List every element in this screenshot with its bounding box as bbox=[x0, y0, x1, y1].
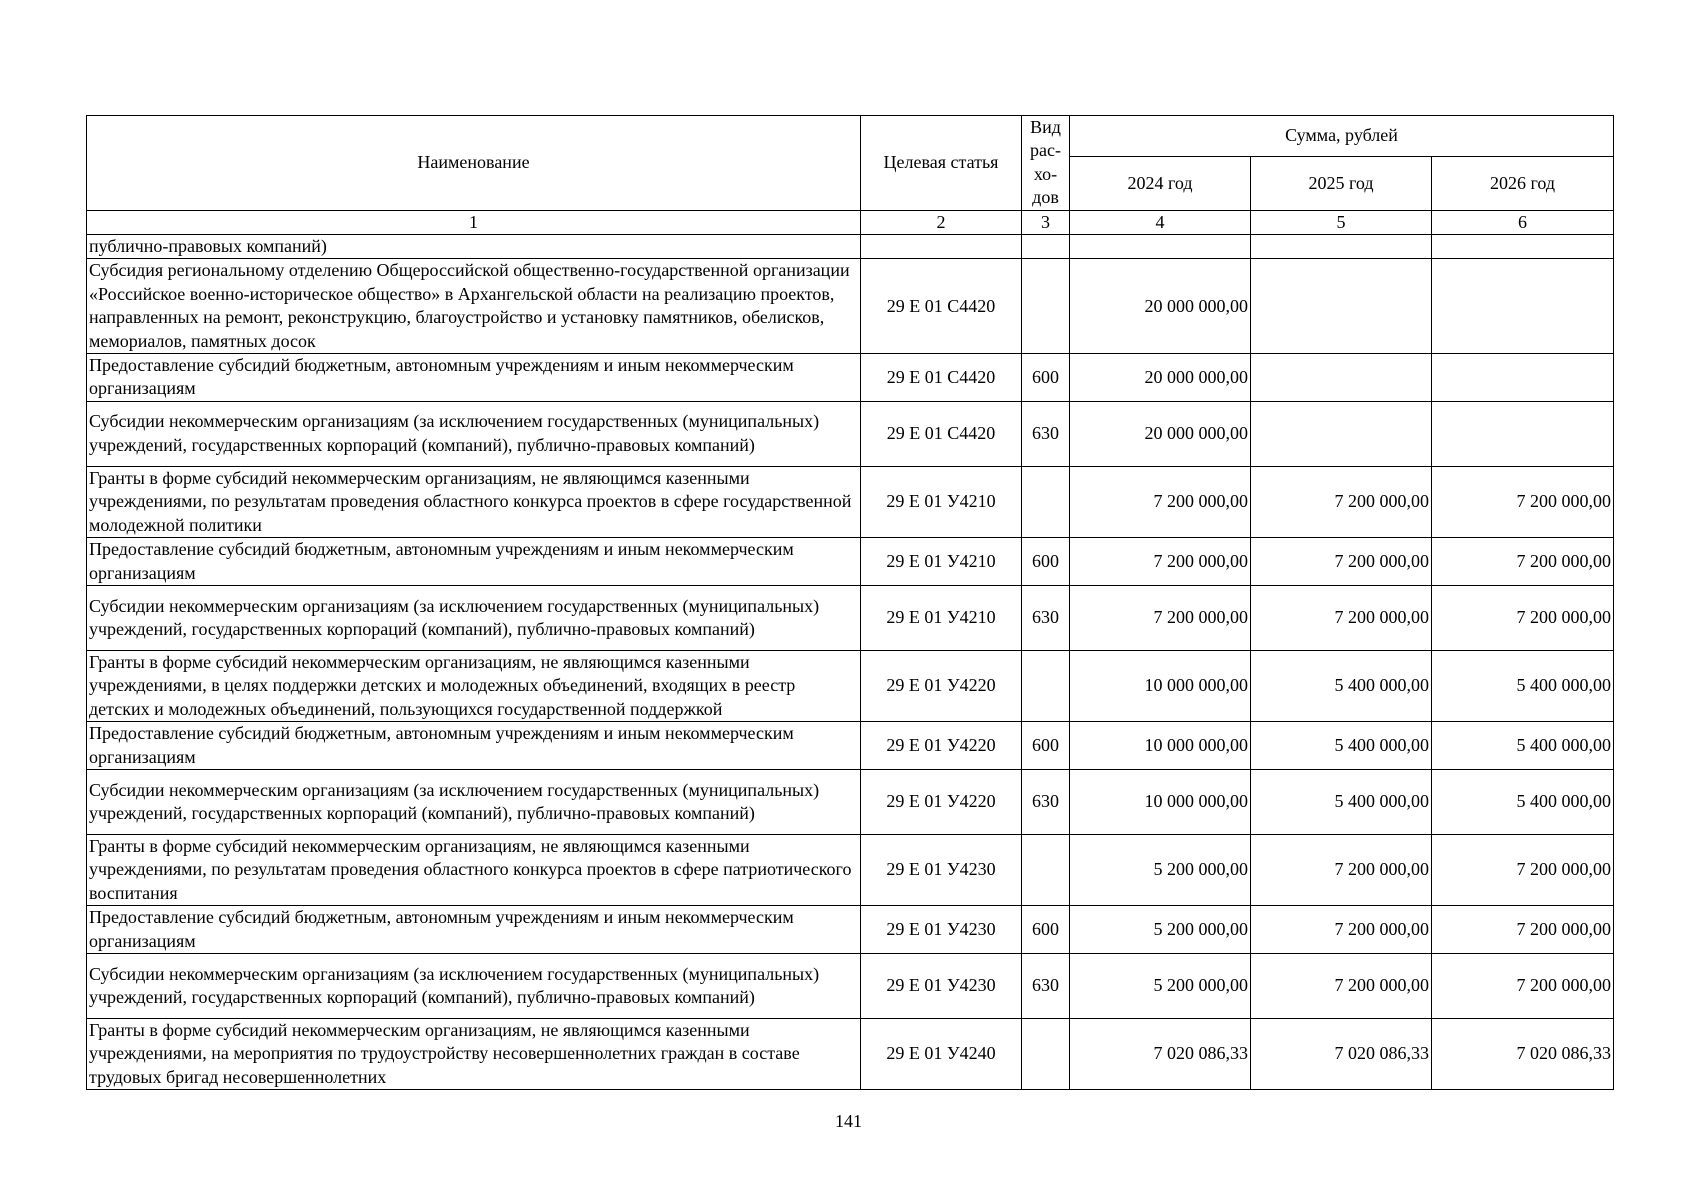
table-row bbox=[87, 585, 1614, 650]
row-expense-kind: 600 bbox=[1022, 538, 1070, 586]
row-expense-kind bbox=[1022, 834, 1070, 905]
row-amount-2024: 20 000 000,00 bbox=[1070, 401, 1251, 466]
row-target-code bbox=[861, 235, 1022, 259]
row-amount-2025: 7 200 000,00 bbox=[1251, 538, 1432, 586]
row-target-code: 29 Е 01 У4210 bbox=[861, 466, 1022, 537]
row-target-code: 29 Е 01 С4420 bbox=[861, 401, 1022, 466]
row-amount-2026 bbox=[1432, 259, 1614, 354]
row-expense-kind: 630 bbox=[1022, 769, 1070, 834]
row-target-code: 29 Е 01 У4230 bbox=[861, 953, 1022, 1018]
row-name: Гранты в форме субсидий некоммерческим организациям, не являющимся казенными учреждениями, по результатам проведения областного конкурса проектов в сфере государственной молодежной политики bbox=[87, 466, 861, 537]
row-expense-kind: 630 bbox=[1022, 953, 1070, 1018]
row-amount-2026: 7 200 000,00 bbox=[1432, 585, 1614, 650]
row-name: публично-правовых компаний) bbox=[87, 235, 861, 259]
table-row bbox=[87, 834, 1614, 905]
row-name: Субсидии некоммерческим организациям (за исключением государственных (муниципальных) учреждений, государственных корпораций (компаний), публично-правовых компаний) bbox=[87, 769, 861, 834]
header-year-2026: 2026 год bbox=[1432, 157, 1614, 210]
row-name: Субсидия региональному отделению Общероссийской общественно-государственной организации «Российское военно-историческое общество» в Архангельской области на реализацию проектов, направленных на ремонт, реконструкцию, благоустройство и установку памятников, обелисков, мемориалов, памятных досок bbox=[87, 259, 861, 354]
row-amount-2026: 7 200 000,00 bbox=[1432, 834, 1614, 905]
row-amount-2026: 7 020 086,33 bbox=[1432, 1018, 1614, 1089]
row-target-code: 29 Е 01 У4230 bbox=[861, 906, 1022, 954]
row-amount-2024 bbox=[1070, 235, 1251, 259]
row-expense-kind: 630 bbox=[1022, 401, 1070, 466]
header-kind: Вид рас-хо-дов bbox=[1022, 116, 1070, 211]
row-name: Предоставление субсидий бюджетным, автономным учреждениям и иным некоммерческим организациям bbox=[87, 906, 861, 954]
row-expense-kind: 600 bbox=[1022, 722, 1070, 770]
row-name: Гранты в форме субсидий некоммерческим организациям, не являющимся казенными учреждениями, по результатам проведения областного конкурса проектов в сфере патриотического воспитания bbox=[87, 834, 861, 905]
row-amount-2025 bbox=[1251, 354, 1432, 402]
row-name: Предоставление субсидий бюджетным, автономным учреждениям и иным некоммерческим организациям bbox=[87, 538, 861, 586]
row-target-code: 29 Е 01 У4210 bbox=[861, 585, 1022, 650]
row-amount-2025: 7 020 086,33 bbox=[1251, 1018, 1432, 1089]
row-name: Субсидии некоммерческим организациям (за исключением государственных (муниципальных) учреждений, государственных корпораций (компаний), публично-правовых компаний) bbox=[87, 585, 861, 650]
row-amount-2024: 7 200 000,00 bbox=[1070, 585, 1251, 650]
header-sum: Сумма, рублей bbox=[1070, 116, 1614, 157]
row-amount-2026: 5 400 000,00 bbox=[1432, 722, 1614, 770]
column-number: 4 bbox=[1070, 210, 1251, 234]
column-number: 1 bbox=[87, 210, 861, 234]
budget-table bbox=[86, 115, 1614, 1090]
row-amount-2024: 10 000 000,00 bbox=[1070, 650, 1251, 721]
row-amount-2026: 7 200 000,00 bbox=[1432, 953, 1614, 1018]
row-amount-2024: 7 200 000,00 bbox=[1070, 466, 1251, 537]
row-name: Субсидии некоммерческим организациям (за исключением государственных (муниципальных) учреждений, государственных корпораций (компаний), публично-правовых компаний) bbox=[87, 401, 861, 466]
row-name: Предоставление субсидий бюджетным, автономным учреждениям и иным некоммерческим организациям bbox=[87, 354, 861, 402]
table-row bbox=[87, 354, 1614, 402]
header-code: Целевая статья bbox=[861, 116, 1022, 211]
row-target-code: 29 Е 01 У4220 bbox=[861, 722, 1022, 770]
row-amount-2024: 10 000 000,00 bbox=[1070, 769, 1251, 834]
row-target-code: 29 Е 01 У4220 bbox=[861, 650, 1022, 721]
table-row bbox=[87, 401, 1614, 466]
row-amount-2025: 7 200 000,00 bbox=[1251, 466, 1432, 537]
row-amount-2026 bbox=[1432, 401, 1614, 466]
row-expense-kind: 600 bbox=[1022, 354, 1070, 402]
row-amount-2024: 5 200 000,00 bbox=[1070, 906, 1251, 954]
column-number: 2 bbox=[861, 210, 1022, 234]
row-expense-kind: 600 bbox=[1022, 906, 1070, 954]
row-target-code: 29 Е 01 С4420 bbox=[861, 259, 1022, 354]
row-target-code: 29 Е 01 С4420 bbox=[861, 354, 1022, 402]
row-amount-2026: 7 200 000,00 bbox=[1432, 538, 1614, 586]
table-row bbox=[87, 259, 1614, 354]
table-row bbox=[87, 953, 1614, 1018]
row-amount-2024: 5 200 000,00 bbox=[1070, 834, 1251, 905]
row-amount-2026: 5 400 000,00 bbox=[1432, 769, 1614, 834]
row-expense-kind bbox=[1022, 650, 1070, 721]
row-expense-kind bbox=[1022, 1018, 1070, 1089]
column-number: 5 bbox=[1251, 210, 1432, 234]
row-amount-2024: 20 000 000,00 bbox=[1070, 354, 1251, 402]
header-name: Наименование bbox=[87, 116, 861, 211]
row-expense-kind bbox=[1022, 466, 1070, 537]
table-row bbox=[87, 722, 1614, 770]
row-amount-2024: 7 200 000,00 bbox=[1070, 538, 1251, 586]
row-name: Субсидии некоммерческим организациям (за исключением государственных (муниципальных) учреждений, государственных корпораций (компаний), публично-правовых компаний) bbox=[87, 953, 861, 1018]
row-target-code: 29 Е 01 У4210 bbox=[861, 538, 1022, 586]
header-year-2025: 2025 год bbox=[1251, 157, 1432, 210]
table-row bbox=[87, 906, 1614, 954]
row-target-code: 29 Е 01 У4230 bbox=[861, 834, 1022, 905]
row-amount-2025 bbox=[1251, 259, 1432, 354]
row-name: Гранты в форме субсидий некоммерческим организациям, не являющимся казенными учреждениями, в целях поддержки детских и молодежных объединений, входящих в реестр детских и молодежных объединений, пользующихся государственной поддержкой bbox=[87, 650, 861, 721]
row-amount-2024: 7 020 086,33 bbox=[1070, 1018, 1251, 1089]
row-amount-2026 bbox=[1432, 235, 1614, 259]
row-name: Гранты в форме субсидий некоммерческим организациям, не являющимся казенными учреждениями, на мероприятия по трудоустройству несовершеннолетних граждан в составе трудовых бригад несовершеннолетних bbox=[87, 1018, 861, 1089]
row-amount-2026 bbox=[1432, 354, 1614, 402]
row-amount-2026: 7 200 000,00 bbox=[1432, 466, 1614, 537]
row-amount-2025: 7 200 000,00 bbox=[1251, 585, 1432, 650]
row-amount-2025: 7 200 000,00 bbox=[1251, 953, 1432, 1018]
row-expense-kind bbox=[1022, 259, 1070, 354]
row-amount-2025: 7 200 000,00 bbox=[1251, 906, 1432, 954]
row-amount-2024: 10 000 000,00 bbox=[1070, 722, 1251, 770]
column-numbers-row bbox=[87, 210, 1614, 234]
table-row bbox=[87, 650, 1614, 721]
table-row bbox=[87, 466, 1614, 537]
row-amount-2025 bbox=[1251, 235, 1432, 259]
row-amount-2025: 5 400 000,00 bbox=[1251, 722, 1432, 770]
row-amount-2025: 7 200 000,00 bbox=[1251, 834, 1432, 905]
column-number: 3 bbox=[1022, 210, 1070, 234]
row-amount-2025 bbox=[1251, 401, 1432, 466]
page-number: 141 bbox=[835, 1111, 862, 1131]
row-amount-2026: 7 200 000,00 bbox=[1432, 906, 1614, 954]
row-target-code: 29 Е 01 У4240 bbox=[861, 1018, 1022, 1089]
header-year-2024: 2024 год bbox=[1070, 157, 1251, 210]
table-row bbox=[87, 769, 1614, 834]
row-target-code: 29 Е 01 У4220 bbox=[861, 769, 1022, 834]
row-amount-2026: 5 400 000,00 bbox=[1432, 650, 1614, 721]
table-row bbox=[87, 538, 1614, 586]
table-row bbox=[87, 235, 1614, 259]
row-amount-2024: 20 000 000,00 bbox=[1070, 259, 1251, 354]
row-amount-2025: 5 400 000,00 bbox=[1251, 769, 1432, 834]
row-expense-kind: 630 bbox=[1022, 585, 1070, 650]
table-row bbox=[87, 1018, 1614, 1089]
column-number: 6 bbox=[1432, 210, 1614, 234]
row-amount-2024: 5 200 000,00 bbox=[1070, 953, 1251, 1018]
row-expense-kind bbox=[1022, 235, 1070, 259]
row-name: Предоставление субсидий бюджетным, автономным учреждениям и иным некоммерческим организациям bbox=[87, 722, 861, 770]
row-amount-2025: 5 400 000,00 bbox=[1251, 650, 1432, 721]
